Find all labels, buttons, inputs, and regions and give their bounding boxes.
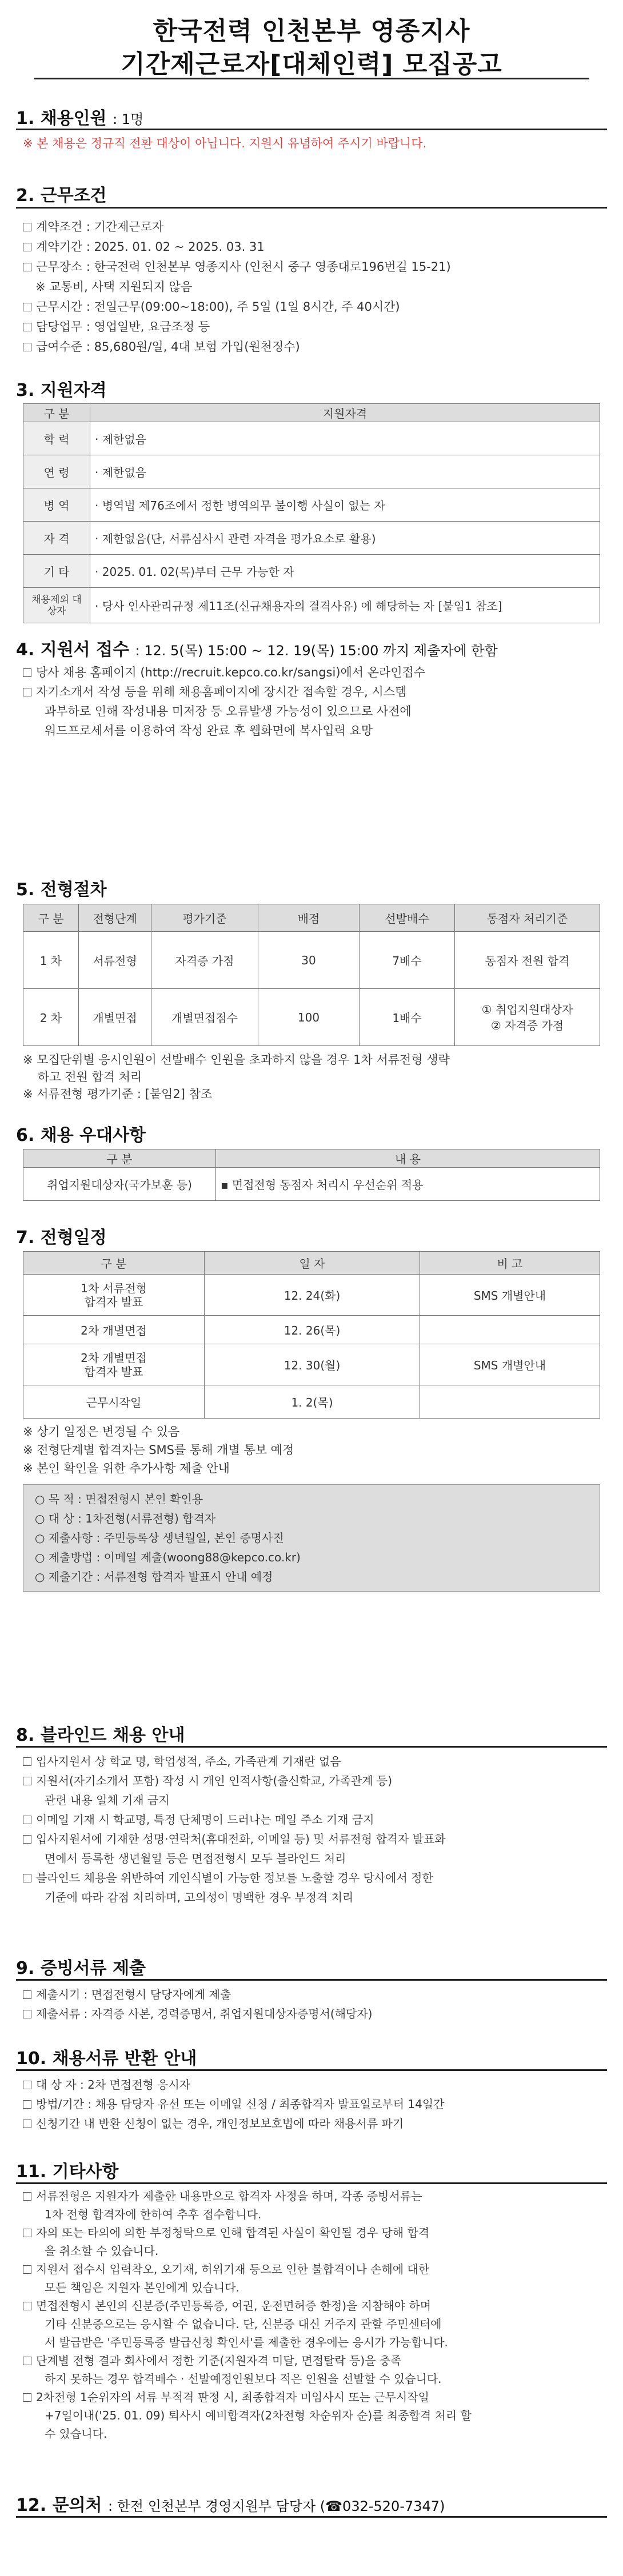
checkbox-icon (23, 1816, 31, 1824)
table-header: 내 용 (216, 1149, 600, 1168)
divider (16, 207, 607, 209)
checkbox-icon (23, 2010, 31, 2018)
list-item: 계약조건 : 기간제근로자 (23, 217, 451, 237)
list-item: 당사 채용 홈페이지 (http://recruit.kepco.co.kr/sangsi)에서 온라인접수 (23, 663, 425, 682)
table-row: 2차 개별면접 합격자 발표 12. 30(월) SMS 개별안내 (23, 1344, 600, 1385)
list-item: 1차 전형 합격자에 한하여 추후 접수합니다. (45, 2208, 262, 2221)
list-item: 기타 신분증으로는 응시할 수 없습니다. 단, 신분증 대신 거주지 관할 주민센터에 (45, 2317, 442, 2331)
table-row: 병 역 · 병역법 제76조에서 정한 병역의무 불이행 사실이 없는 자 (23, 488, 600, 522)
list-item: 근무장소 : 한국전력 인천본부 영종지사 (인천시 중구 영종대로196번길 15-21) (23, 257, 451, 277)
divider (16, 2069, 607, 2071)
checkbox-icon (23, 2357, 31, 2365)
box-item: ○ 대 상 : 1차전형(서류전형) 합격자 (35, 1512, 216, 1525)
list-item: 기준에 따라 감점 처리하며, 고의성이 명백한 경우 부정격 처리 (45, 1890, 354, 1904)
list-item: 방법/기간 : 채용 담당자 유선 또는 이메일 신청 / 최종합격자 발표일로부터 14일간 (23, 2094, 445, 2114)
checkbox-icon (23, 303, 31, 311)
list-item: 을 취소할 수 있습니다. (45, 2244, 159, 2258)
table-header: 평가기준 (151, 904, 258, 932)
checkbox-icon (23, 2081, 31, 2089)
table-header: 구 분 (23, 1252, 205, 1275)
checkbox-icon (23, 2192, 31, 2201)
table-row: 기 타 · 2025. 01. 02(목)부터 근무 가능한 자 (23, 555, 600, 588)
divider (16, 129, 607, 130)
list-item: 지원서(자기소개서 포함) 작성 시 개인 인적사항(출신학교, 가족관계 등) (23, 1771, 446, 1790)
list-item: 근무시간 : 전일근무(09:00~18:00), 주 5일 (1일 8시간, 주 40시간) (23, 297, 451, 317)
checkbox-icon (23, 2393, 31, 2402)
selection-procedure-table (23, 904, 600, 1046)
checkbox-icon (23, 1990, 31, 1999)
table-row: 2차 개별면접 12. 26(목) (23, 1316, 600, 1344)
checkbox-icon (23, 1874, 31, 1882)
box-item: ○ 제출기간 : 서류전형 합격자 발표시 안내 예정 (35, 1570, 273, 1584)
table-header: 선발배수 (360, 904, 455, 932)
list-item: 과부하로 인해 작성내용 미저장 등 오류발생 가능성이 있으므로 사전에 (45, 704, 412, 718)
checkbox-icon (23, 1835, 31, 1844)
id-verification-box (23, 1484, 600, 1592)
note: ※ 본인 확인을 위한 추가사항 제출 안내 (23, 1461, 230, 1475)
section-12-heading: 12. 문의처 : 한전 인천본부 경영지원부 담당자 (☎032-520-7347) (16, 2495, 445, 2515)
list-item: 면접전형시 본인의 신분증(주민등록증, 여권, 운전면허증 한정)을 지참해야 하며 (23, 2297, 472, 2315)
checkbox-icon (23, 263, 31, 271)
table-header: 동점자 처리기준 (455, 904, 600, 932)
list-item: 지원서 접수시 입력착오, 오기재, 허위기재 등으로 인한 불합격이나 손해에 대한 (23, 2260, 472, 2278)
section-4-heading: 4. 지원서 접수 : 12. 5(목) 15:00 ~ 12. 19(목) 15:00 까지 제출자에 한함 (16, 640, 498, 660)
return-list (23, 2075, 445, 2133)
box-item: ○ 목 적 : 면접전형시 본인 확인용 (35, 1492, 203, 1506)
checkbox-icon (23, 1777, 31, 1785)
table-header: 전형단계 (79, 904, 151, 932)
box-item: ○ 제출사항 : 주민등록상 생년월일, 본인 증명사진 (35, 1531, 284, 1545)
list-item: 담당업무 : 영업일반, 요금조정 등 (23, 317, 451, 337)
box-item: ○ 제출방법 : 이메일 제출(woong88@kepco.co.kr) (35, 1551, 301, 1564)
note: 하고 전원 합격 처리 (38, 1070, 142, 1084)
section-3-heading: 3. 지원자격 (16, 380, 107, 400)
table-header: 구 분 (23, 904, 79, 932)
list-item: 입사지원서 상 학교 명, 학업성적, 주소, 가족관계 기재란 없음 (23, 1752, 446, 1771)
section-8-heading: 8. 블라인드 채용 안내 (16, 1725, 185, 1745)
table-row: 2 차 개별면접 개별면접점수 100 1배수 ① 취업지원대상자 ② 자격증 가점 (23, 989, 600, 1046)
checkbox-icon (23, 2302, 31, 2310)
note: ※ 모집단위별 응시인원이 선발배수 인원을 초과하지 않을 경우 1차 서류전형 생략 (23, 1053, 450, 1067)
table-header: 배점 (258, 904, 360, 932)
checkbox-icon (23, 688, 31, 696)
section-6-heading: 6. 채용 우대사항 (16, 1125, 146, 1145)
list-item: 관련 내용 일체 기재 금지 (45, 1793, 170, 1807)
schedule-notes (23, 1423, 294, 1477)
checkbox-icon (23, 2100, 31, 2109)
list-item: 제출서류 : 자격증 사본, 경력증명서, 취업지원대상자증명서(해당자) (23, 2004, 373, 2024)
section-2-heading: 2. 근무조건 (16, 186, 107, 206)
list-item: 블라인드 채용을 위반하여 개인식별이 가능한 정보를 노출할 경우 당사에서 정한 (23, 1868, 446, 1888)
divider (16, 2182, 607, 2184)
application-list (23, 663, 425, 740)
divider (16, 1979, 607, 1981)
table-header: 비 고 (420, 1252, 600, 1275)
list-item: 모든 책임은 지원자 본인에게 있습니다. (45, 2281, 239, 2294)
list-item: 자기소개서 작성 등을 위해 채용홈페이지에 장시간 접속할 경우, 시스템 (23, 682, 425, 702)
list-item: +7일이내('25. 01. 09) 퇴사시 예비합격자(2차전형 차순위자 순)를 최종합격 처리 할 (45, 2409, 472, 2422)
divider (16, 1746, 607, 1748)
note: ※ 서류전형 평가기준 : [붙임2] 참조 (23, 1087, 213, 1101)
document-title-line2: 기간제근로자[대체인력] 모집공고 (121, 50, 502, 79)
table-row: 채용제외 대상자 · 당사 인사관리규정 제11조(신규채용자의 결격사유) 에 해당하는 자 [붙임1 참조] (23, 588, 600, 623)
list-item: 신청기간 내 반환 신청이 없는 경우, 개인정보보호법에 따라 채용서류 파기 (23, 2114, 445, 2133)
misc-list (23, 2187, 472, 2443)
list-item: 하지 못하는 경우 합격배수 · 선발예정인원보다 적은 인원을 선발할 수 있습니다. (45, 2372, 442, 2386)
section-1-heading: 1. 채용인원 : 1명 (16, 109, 144, 129)
preference-table (23, 1149, 600, 1201)
list-item: 급여수준 : 85,680원/일, 4대 보험 가입(원천징수) (23, 337, 451, 357)
table-header: 지원자격 (90, 404, 600, 422)
section-10-heading: 10. 채용서류 반환 안내 (16, 2049, 197, 2069)
list-item: 계약기간 : 2025. 01. 02 ~ 2025. 03. 31 (23, 237, 451, 257)
checkbox-icon (23, 1757, 31, 1766)
table-row: 연 령 · 제한없음 (23, 455, 600, 488)
divider (16, 2516, 607, 2518)
table-header: 일 자 (205, 1252, 420, 1275)
section-9-heading: 9. 증빙서류 제출 (16, 1958, 146, 1978)
table-row: 1 차 서류전형 자격증 가점 30 7배수 동점자 전원 합격 (23, 932, 600, 989)
section-11-heading: 11. 기타사항 (16, 2162, 119, 2182)
qualification-table (23, 403, 600, 623)
table-row: 학 력 · 제한없음 (23, 422, 600, 455)
checkbox-icon (23, 2120, 31, 2128)
list-item: 입사지원서에 기재한 성명·연락처(휴대전화, 이메일 등) 및 서류전형 합격자 발표화 (23, 1829, 446, 1849)
checkbox-icon (23, 2229, 31, 2237)
section-7-heading: 7. 전형일정 (16, 1228, 107, 1248)
document-title-line1: 한국전력 인천본부 영종지사 (153, 17, 470, 46)
list-item: 수 있습니다. (45, 2427, 107, 2441)
list-item: 제출시기 : 면접전형시 담당자에게 제출 (23, 1985, 373, 2004)
list-item: 이메일 기재 시 학교명, 특정 단체명이 드러나는 메일 주소 기재 금지 (23, 1810, 446, 1829)
checkbox-icon (23, 668, 31, 677)
checkbox-icon (23, 323, 31, 331)
checkbox-icon (23, 243, 31, 251)
list-item: 자의 또는 타의에 의한 부정청탁으로 인해 합격된 사실이 확인될 경우 당해 합격 (23, 2224, 472, 2242)
table-row: 1차 서류전형 합격자 발표 12. 24(화) SMS 개별안내 (23, 1275, 600, 1316)
note: ※ 전형단계별 합격자는 SMS를 통해 개별 통보 예정 (23, 1443, 294, 1457)
section-5-heading: 5. 전형절차 (16, 880, 107, 900)
list-item: 단계별 전형 결과 회사에서 정한 기준(지원자격 미달, 면접탈락 등)을 충족 (23, 2351, 472, 2370)
work-conditions-list (23, 217, 451, 357)
list-item: 2차전형 1순위자의 서류 부적격 판정 시, 최종합격자 미임사시 또는 근무시작일 (23, 2388, 472, 2406)
note: ※ 상기 일정은 변경될 수 있음 (23, 1425, 180, 1439)
table-row: 자 격 · 제한없음(단, 서류심사시 관련 자격을 평가요소로 활용) (23, 522, 600, 555)
regular-conversion-notice: ※ 본 채용은 정규직 전환 대상이 아닙니다. 지원시 유념하여 주시기 바랍니다. (23, 137, 427, 150)
selection-notes (23, 1051, 450, 1103)
list-item: ※ 교통비, 사택 지원되지 않음 (35, 280, 193, 294)
list-item: 서류전형은 지원자가 제출한 내용만으로 합격자 사정을 하며, 각종 증빙서류는 (23, 2187, 472, 2205)
checkbox-icon (23, 223, 31, 231)
title-rule (34, 78, 589, 79)
schedule-table (23, 1251, 600, 1419)
table-row: 취업지원대상자(국가보훈 등) ▪ 면접전형 동점자 처리시 우선순위 적용 (23, 1168, 600, 1201)
list-item: 대 상 자 : 2차 면접전형 응시자 (23, 2075, 445, 2094)
table-row: 근무시작일 1. 2(목) (23, 1385, 600, 1419)
blind-recruit-list (23, 1752, 446, 1907)
checkbox-icon (23, 343, 31, 351)
table-header: 구 분 (23, 1149, 216, 1168)
list-item: 면에서 등록한 생년월일 등은 면접전형시 모두 블라인드 처리 (45, 1852, 346, 1865)
list-item: 워드프로세서를 이용하여 작성 완료 후 웹화면에 복사입력 요망 (45, 724, 373, 738)
documents-list (23, 1985, 373, 2024)
checkbox-icon (23, 2265, 31, 2274)
list-item: 서 발급받은 '주민등록증 발급신청 확인서'를 제출한 경우에는 응시가 가능합니다. (45, 2335, 448, 2349)
table-header: 구 분 (23, 404, 90, 422)
